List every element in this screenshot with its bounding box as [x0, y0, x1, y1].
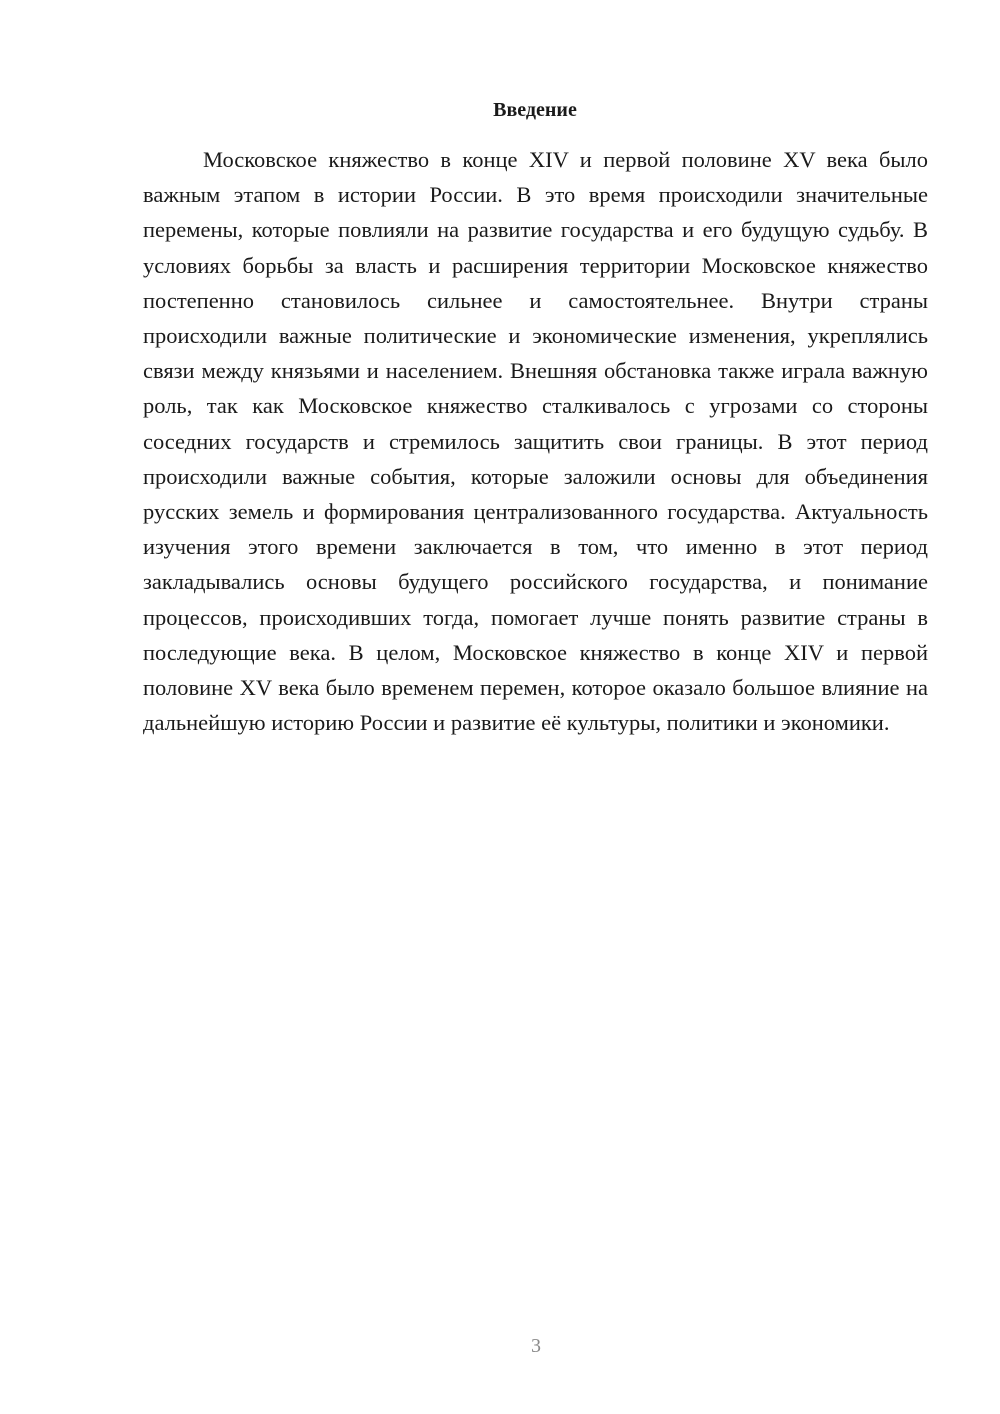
page-number: 3 [531, 1335, 541, 1357]
body-paragraph: Московское княжество в конце XIV и первой половине XV века было важным этапом в истории России. В это время происходили значительные перемены, которые повлияли на развитие государства и его будущую судьбу. В условиях борьбы за власть и расширения территории Московское княжество постепенно становилось сильнее и самостоятельнее. Внутри страны происходили важные политические и экономические изменения, укреплялись связи между князьями и населением. Внешняя обстановка также играла важную роль, так как Московское княжество сталкивалось с угрозами со стороны соседних государств и стремилось защитить свои границы. В этот период происходили важные события, которые заложили основы для объединения русских земель и формирования централизованного государства. Актуальность изучения этого времени заключается в том, что именно в этот период закладывались основы будущего российского государства, и понимание процессов, происходивших тогда, помогает лучше понять развитие страны в последующие века. В целом, Московское княжество в конце XIV и первой половине XV века было временем перемен, которое оказало большое влияние на дальнейшую историю России и развитие её культуры, политики и экономики. [143, 147, 928, 736]
section-heading: Введение [493, 99, 577, 121]
